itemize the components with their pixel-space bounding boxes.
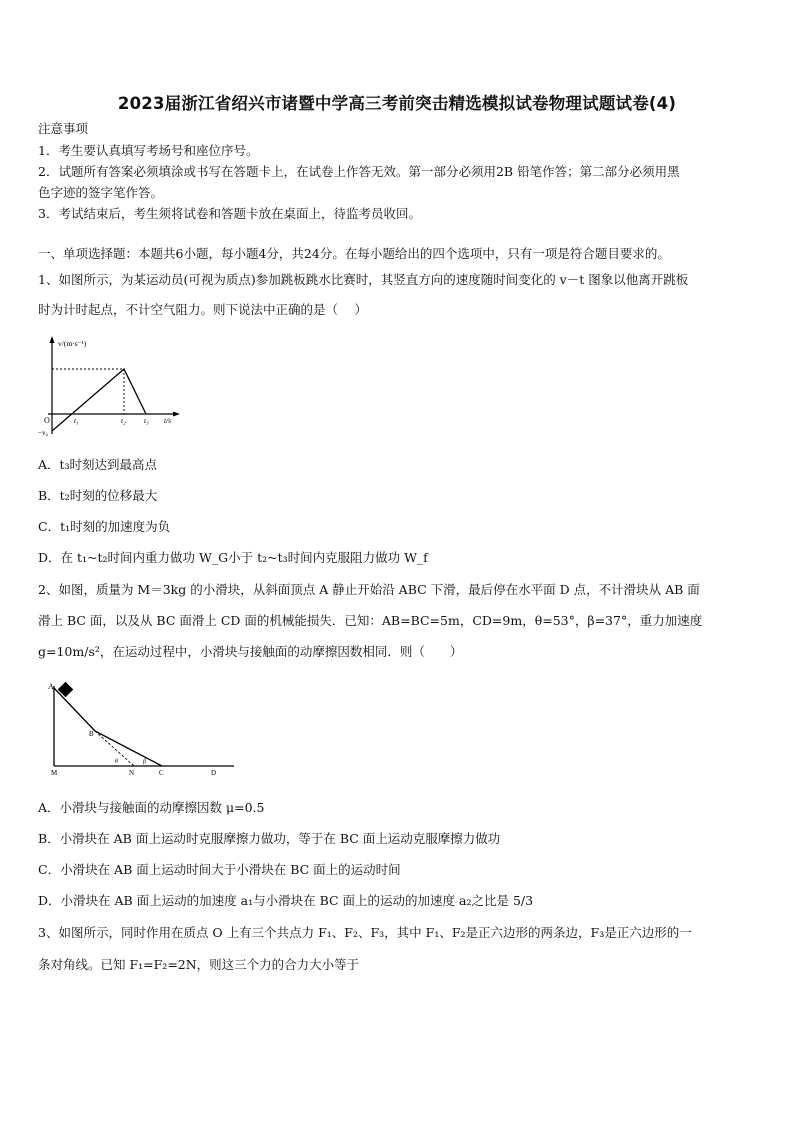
q2-stem: g=10m/s²，在运动过程中，小滑块与接触面的动摩擦因数相同．则（ ） <box>38 644 463 659</box>
beta-label: β <box>143 759 146 765</box>
q1-vt-graph <box>34 334 184 444</box>
q2-option-d: D．小滑块在 AB 面上运动的加速度 a₁与小滑块在 BC 面上的运动的加速度 a₂之比是 5/3 <box>38 893 534 908</box>
page-title: 2023届浙江省绍兴市诸暨中学高三考前突击精选模拟试卷物理试题试卷(4) <box>117 94 677 113</box>
q2-option-a: A．小滑块与接触面的动摩擦因数 μ=0.5 <box>38 800 265 815</box>
notice-item: 色字迹的签字笔作答。 <box>38 185 164 200</box>
notice-item: 3．考试结束后，考生须将试卷和答题卡放在桌面上，待监考员收回。 <box>38 206 421 221</box>
incline-bc <box>95 731 162 766</box>
point-n-label: N <box>129 769 135 777</box>
q3-stem: 条对角线。已知 F₁=F₂=2N，则这三个力的合力大小等于 <box>38 957 360 972</box>
q1-option-a: A．t₃时刻达到最高点 <box>38 457 158 472</box>
notice-item: 2．试题所有答案必须填涂或书写在答题卡上，在试卷上作答无效。第一部分必须用2B 铅笔作答；第二部分必须用黑 <box>38 164 680 179</box>
q1-option-b: B．t₂时刻的位移最大 <box>38 488 158 503</box>
q1-stem: 时为计时起点，不计空气阻力。则下说法中正确的是（ ） <box>38 302 367 317</box>
vt-line <box>52 369 146 431</box>
q1-stem: 1、如图所示，为某运动员(可视为质点)参加跳板跳水比赛时，其竖直方向的速度随时间变化的 v－t 图象以他离开跳板 <box>38 272 689 287</box>
notice-heading: 注意事项 <box>38 121 89 136</box>
point-d-label: D <box>211 769 217 777</box>
section-heading: 一、单项选择题：本题共6小题，每小题4分，共24分。在每小题给出的四个选项中，只有一项是符合题目要求的。 <box>38 246 670 261</box>
origin-label: O <box>44 416 50 425</box>
incline-ab <box>54 688 95 731</box>
point-m-label: M <box>51 769 58 777</box>
t1-label: t₁ <box>74 416 79 425</box>
q1-option-d: D．在 t₁~t₂时间内重力做功 W_G小于 t₂~t₃时间内克服阻力做功 W_f <box>38 550 428 565</box>
x-axis-arrow-icon <box>173 412 180 417</box>
q2-stem: 2、如图，质量为 M＝3kg 的小滑块，从斜面顶点 A 静止开始沿 ABC 下滑，最后停在水平面 D 点，不计滑块从 AB 面 <box>38 582 700 597</box>
y-axis-arrow-icon <box>50 336 55 343</box>
t3-label: t₃ <box>144 416 149 425</box>
q2-option-c: C．小滑块在 AB 面上运动时间大于小滑块在 BC 面上的运动时间 <box>38 862 401 877</box>
y-axis-label: v/(m·s⁻¹) <box>58 339 87 348</box>
q1-option-c: C．t₁时刻的加速度为负 <box>38 519 171 534</box>
point-c-label: C <box>159 769 164 777</box>
q2-option-b: B．小滑块在 AB 面上运动时克服摩擦力做功，等于在 BC 面上运动克服摩擦力做功 <box>38 831 501 846</box>
q2-incline-figure <box>40 676 240 781</box>
point-b-label: B <box>89 730 94 738</box>
v0-label: −v₀ <box>38 429 48 437</box>
t2-label: t₂ <box>121 416 126 425</box>
q3-stem: 3、如图所示，同时作用在质点 O 上有三个共点力 F₁、F₂、F₃，其中 F₁、F₂是正六边形的两条边，F₃是正六边形的一 <box>38 925 692 940</box>
theta-label: θ <box>115 759 118 765</box>
notice-item: 1．考生要认真填写考场号和座位序号。 <box>38 143 259 158</box>
q2-stem: 滑上 BC 面，以及从 BC 面滑上 CD 面的机械能损失．已知：AB=BC=5m，CD=9m，θ=53°，β=37°，重力加速度 <box>38 613 703 628</box>
point-a-label: A <box>48 682 54 691</box>
x-axis-label: t/s <box>164 416 172 425</box>
